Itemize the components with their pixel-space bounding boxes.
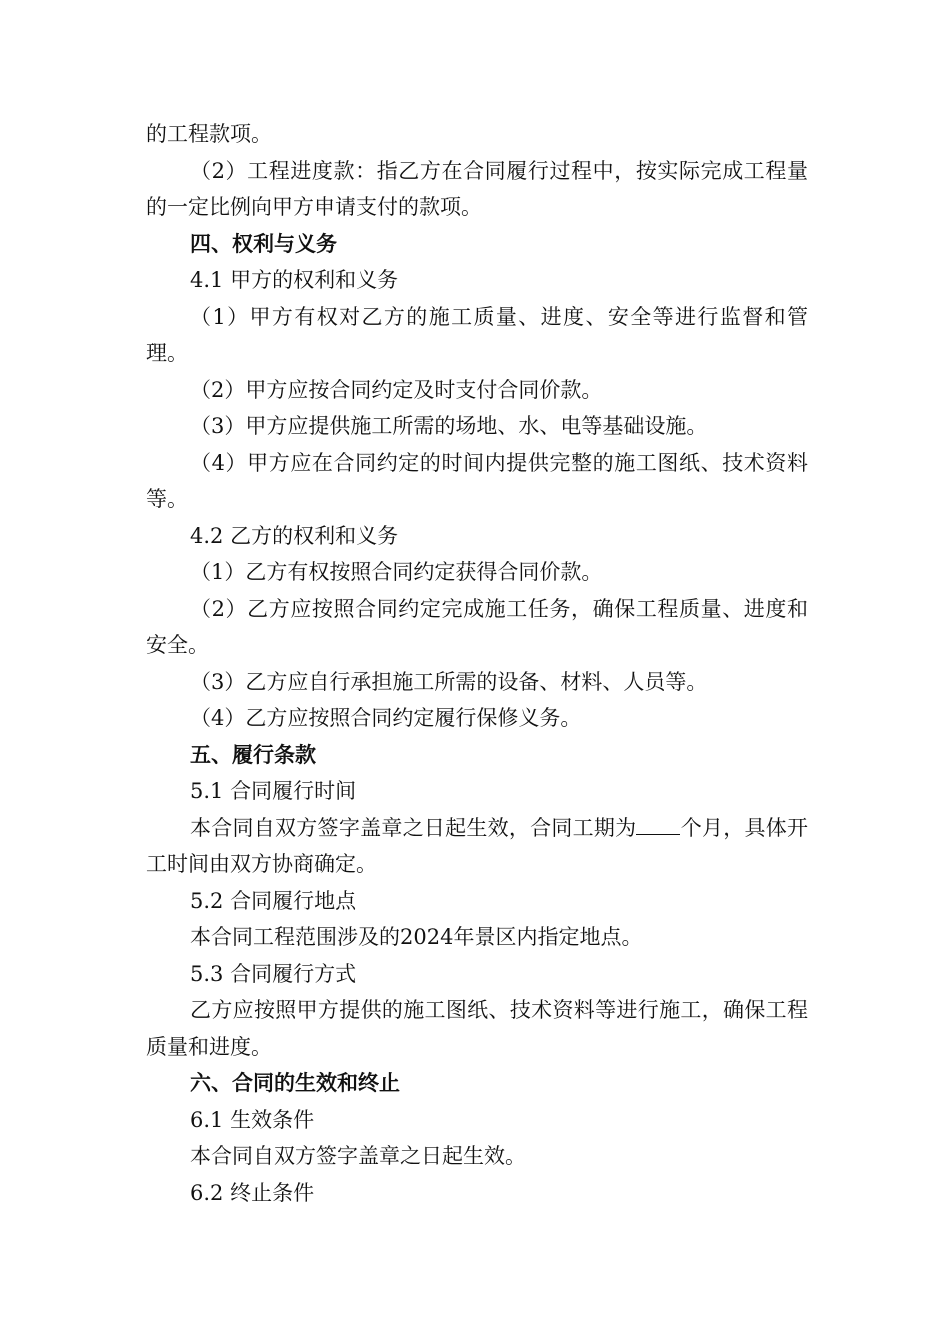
subsection-party-b: 4.2 乙方的权利和义务 bbox=[190, 523, 399, 548]
subsection-effective-conditions: 6.1 生效条件 bbox=[190, 1107, 315, 1132]
clause-a-2: （2）甲方应按合同约定及时支付合同价款。 bbox=[190, 377, 603, 402]
paragraph-progress-payment: （2）工程进度款：指乙方在合同履行过程中，按实际完成工程量的一定比例向甲方申请支付的款项。 bbox=[146, 158, 808, 219]
performance-time-text-before: 本合同自双方签字盖章之日起生效，合同工期为 bbox=[190, 815, 637, 840]
clause-b-2: （2）乙方应按照合同约定完成施工任务，确保工程质量、进度和安全。 bbox=[146, 596, 808, 657]
subsection-termination-conditions: 6.2 终止条件 bbox=[190, 1180, 315, 1205]
paragraph-performance-method: 乙方应按照甲方提供的施工图纸、技术资料等进行施工，确保工程质量和进度。 bbox=[146, 998, 808, 1059]
subsection-performance-method: 5.3 合同履行方式 bbox=[190, 961, 357, 986]
subsection-performance-time: 5.1 合同履行时间 bbox=[190, 779, 357, 803]
subsection-party-a: 4.1 甲方的权利和义务 bbox=[190, 268, 399, 292]
paragraph-continuation: 的工程款项。 bbox=[146, 122, 272, 146]
paragraph-effective-conditions: 本合同自双方签字盖章之日起生效。 bbox=[190, 1144, 526, 1168]
duration-blank-line bbox=[636, 814, 680, 835]
subsection-performance-location: 5.2 合同履行地点 bbox=[190, 888, 357, 913]
clause-b-1: （1）乙方有权按照合同约定获得合同价款。 bbox=[190, 560, 603, 584]
document-body bbox=[146, 116, 808, 1211]
clause-b-3: （3）乙方应自行承担施工所需的设备、材料、人员等。 bbox=[190, 669, 708, 694]
section-heading-performance: 五、履行条款 bbox=[190, 742, 316, 767]
performance-time-text-after: 个月，具体开工时间由双方协商确定。 bbox=[146, 815, 809, 876]
paragraph-performance-time bbox=[146, 810, 808, 883]
section-heading-effect-termination: 六、合同的生效和终止 bbox=[190, 1071, 400, 1095]
clause-b-4: （4）乙方应按照合同约定履行保修义务。 bbox=[190, 706, 582, 730]
clause-a-3: （3）甲方应提供施工所需的场地、水、电等基础设施。 bbox=[190, 414, 708, 438]
clause-a-4: （4）甲方应在合同约定的时间内提供完整的施工图纸、技术资料等。 bbox=[146, 450, 808, 511]
clause-a-1: （1）甲方有权对乙方的施工质量、进度、安全等进行监督和管理。 bbox=[146, 304, 808, 365]
section-heading-rights-obligations: 四、权利与义务 bbox=[190, 231, 337, 256]
paragraph-performance-location: 本合同工程范围涉及的2024年景区内指定地点。 bbox=[190, 925, 643, 949]
